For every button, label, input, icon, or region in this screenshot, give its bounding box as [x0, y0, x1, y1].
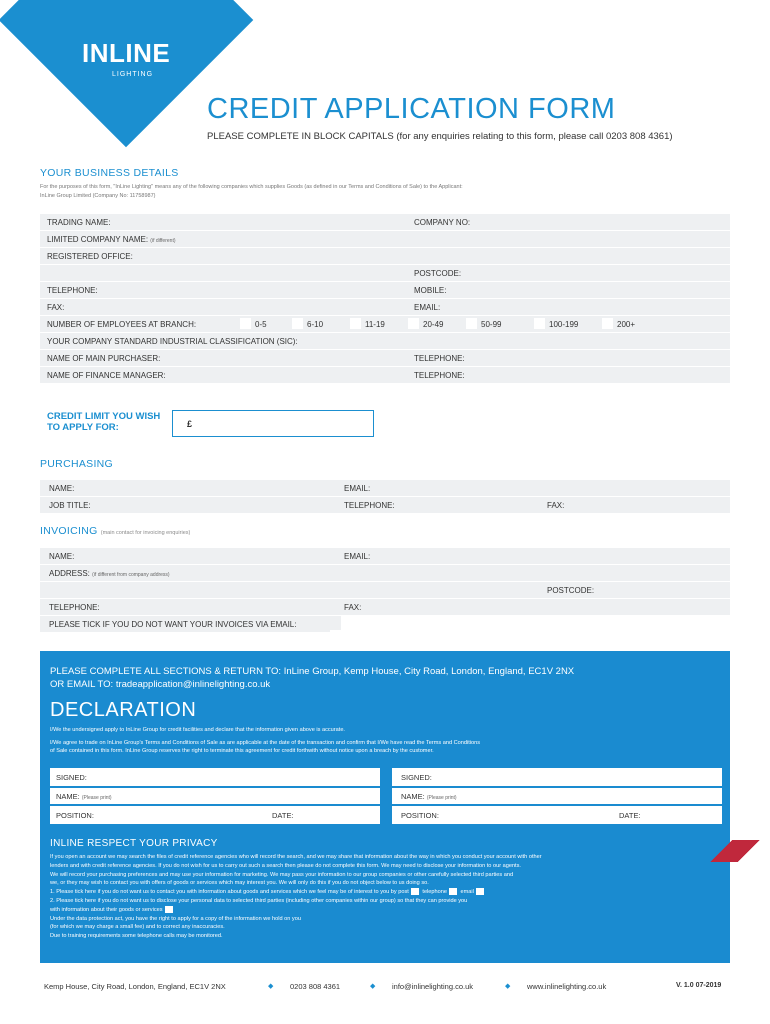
privacy-title: INLINE RESPECT YOUR PRIVACY	[50, 838, 218, 849]
invoicing-name-label: NAME:	[49, 552, 75, 561]
decorative-stripe	[700, 840, 770, 862]
privacy-line-5	[50, 888, 722, 897]
invoicing-heading-text: INVOICING	[40, 525, 98, 537]
footer-address: Kemp House, City Road, London, England, EC1V 2NX	[44, 982, 226, 991]
signed-label-1: SIGNED:	[56, 773, 87, 782]
privacy-email-text: email	[460, 889, 474, 896]
business-intro	[40, 183, 640, 201]
privacy-line-4: we, or they may wish to contact you with offers of goods or services which may interest you. We will only do this if you do not object below to us doing so.	[50, 880, 429, 887]
privacy-line-10: Due to training requirements some telephone calls may be monitored.	[50, 933, 223, 940]
invoicing-note: (main contact for invoicing enquiries)	[100, 530, 191, 536]
trading-name-label: TRADING NAME:	[47, 218, 111, 227]
page-subtitle: PLEASE COMPLETE IN BLOCK CAPITALS (for any enquiries relating to this form, please call 0203 808 4361)	[207, 131, 673, 142]
employees-checkbox-0-5[interactable]	[240, 318, 251, 329]
main-purchaser-label: NAME OF MAIN PURCHASER:	[47, 354, 161, 363]
finance-manager-row[interactable]	[40, 367, 730, 383]
position-label-1: POSITION:	[56, 811, 94, 820]
postcode-row[interactable]	[40, 265, 730, 281]
privacy-line-3: We will record your purchasing preferences and may use your information for marketing. We may pass your information to our group companies or other carefully selected third parties and	[50, 871, 514, 878]
privacy-line-9: (for which we may charge a small fee) and to correct any inaccuracies.	[50, 924, 225, 931]
purchasing-email-label: EMAIL:	[344, 484, 371, 493]
declaration-title: DECLARATION	[50, 699, 197, 721]
date-label-2: DATE:	[619, 811, 641, 820]
fax-row[interactable]	[40, 299, 730, 315]
purchasing-job-row[interactable]	[40, 497, 730, 513]
return-email: OR EMAIL TO: tradeapplication@inlinelighting.co.uk	[50, 679, 271, 690]
email-optout-checkbox[interactable]	[476, 888, 484, 895]
telephone-label: TELEPHONE:	[47, 286, 98, 295]
privacy-line-6: 2. Please tick here if you do not want us to disclose your personal data to selected third parties (including other companies within our group) so that they can provide you	[50, 897, 468, 904]
purchasing-name-row[interactable]	[40, 480, 730, 496]
invoicing-address-note: (if different from company address)	[92, 572, 170, 578]
registered-office-row[interactable]	[40, 248, 730, 264]
employees-option-0-5: 0-5	[255, 320, 267, 329]
invoicing-name-row[interactable]	[40, 548, 730, 564]
return-address: PLEASE COMPLETE ALL SECTIONS & RETURN TO: InLine Group, Kemp House, City Road, London, England, EC1V 2NX	[50, 666, 575, 677]
privacy-text	[50, 853, 722, 941]
postcode-label: POSTCODE:	[414, 269, 462, 278]
declaration-para-1: I/We the undersigned apply to InLine Group for credit facilities and declare that the information given above is accurate.	[50, 727, 345, 733]
no-email-invoice-checkbox[interactable]	[329, 616, 341, 630]
telephone-row[interactable]	[40, 282, 730, 298]
invoicing-telephone-row[interactable]	[40, 599, 730, 615]
declaration-panel	[40, 651, 730, 963]
credit-limit-input[interactable]	[172, 410, 374, 437]
footer-phone: 0203 808 4361	[290, 982, 341, 991]
privacy-line-1: If you open an account we may search the files of credit reference agencies who will record the search, and we may share that information about the way in which you conduct your account with other	[50, 854, 542, 860]
privacy-line-8: Under the data protection act, you have the right to apply for a copy of the information we hold on you	[50, 915, 301, 922]
logo: INLINE	[82, 38, 171, 68]
name-label-1-text: NAME:	[56, 792, 80, 801]
name-label-2-text: NAME:	[401, 792, 425, 801]
signed-field-2[interactable]	[392, 768, 722, 786]
page-title: CREDIT APPLICATION FORM	[207, 93, 616, 125]
footer-version: V. 1.0 07-2019	[676, 982, 722, 989]
invoicing-address-text: ADDRESS:	[49, 569, 90, 578]
signed-field-1[interactable]	[50, 768, 380, 786]
purchasing-name-label: NAME:	[49, 484, 75, 493]
intro-line-2: InLine Group Limited (Company No: 11758987)	[40, 193, 156, 199]
declaration-para-2-line-1: I/We agree to trade on InLine Group's Terms and Conditions of Sale as are applicable at the date of the transaction and confirm that I/We have read the Terms and Conditions	[50, 740, 481, 746]
name-label-2	[401, 792, 457, 801]
telephone-optout-checkbox[interactable]	[449, 888, 457, 895]
limited-company-text: LIMITED COMPANY NAME:	[47, 235, 149, 244]
employees-option-100-199: 100-199	[549, 320, 579, 329]
email-label: EMAIL:	[414, 303, 441, 312]
company-no-label: COMPANY NO:	[414, 218, 471, 227]
name-label-1	[56, 792, 112, 801]
signed-label-2: SIGNED:	[401, 773, 432, 782]
limited-company-row[interactable]	[40, 231, 730, 247]
registered-office-label: REGISTERED OFFICE:	[47, 252, 133, 261]
no-email-invoice-label: PLEASE TICK IF YOU DO NOT WANT YOUR INVOICES VIA EMAIL:	[49, 620, 297, 629]
footer-separator-icon: ◆	[370, 983, 376, 990]
invoicing-heading	[40, 525, 190, 537]
footer-separator-icon: ◆	[268, 983, 274, 990]
sic-label: YOUR COMPANY STANDARD INDUSTRIAL CLASSIFICATION (SIC):	[47, 337, 298, 346]
declaration-para-2	[50, 740, 650, 755]
invoicing-fax-label: FAX:	[344, 603, 362, 612]
position-field-2[interactable]	[392, 806, 722, 824]
purchasing-heading: PURCHASING	[40, 458, 114, 470]
invoicing-address-row[interactable]	[40, 565, 730, 581]
declaration-para-2-line-2: of Sale contained in this form. InLine Group reserves the right to terminate this agreement for credit forthwith without notice upon a breach by the customer.	[50, 747, 434, 754]
employees-option-50-99: 50-99	[481, 320, 502, 329]
employees-checkbox-11-19[interactable]	[350, 318, 361, 329]
currency-symbol: £	[187, 419, 193, 429]
employees-option-11-19: 11-19	[365, 320, 385, 329]
job-title-label: JOB TITLE:	[49, 501, 91, 510]
main-purchaser-row[interactable]	[40, 350, 730, 366]
employees-option-6-10: 6-10	[307, 320, 324, 329]
mobile-label: MOBILE:	[414, 286, 447, 295]
name-field-2[interactable]	[392, 788, 722, 804]
no-email-invoice-row	[40, 616, 330, 632]
purchaser-telephone-label: TELEPHONE:	[414, 354, 465, 363]
employees-checkbox-200-plus[interactable]	[602, 318, 613, 329]
position-label-2: POSITION:	[401, 811, 439, 820]
footer-separator-icon: ◆	[505, 983, 511, 990]
third-party-optout-checkbox[interactable]	[165, 906, 173, 913]
employees-checkbox-50-99[interactable]	[466, 318, 477, 329]
employees-row	[40, 316, 730, 332]
finance-manager-label: NAME OF FINANCE MANAGER:	[47, 371, 166, 380]
footer	[0, 982, 770, 994]
logo-tagline: LIGHTING	[112, 71, 154, 78]
if-different-note: (if different)	[150, 238, 176, 244]
employees-label: NUMBER OF EMPLOYEES AT BRANCH:	[47, 320, 197, 329]
please-print-2: (Please print)	[426, 795, 457, 801]
name-field-1[interactable]	[50, 788, 380, 804]
employees-checkbox-100-199[interactable]	[534, 318, 545, 329]
employees-option-20-49: 20-49	[423, 320, 444, 329]
footer-email[interactable]: info@inlinelighting.co.uk	[392, 982, 473, 991]
finance-telephone-label: TELEPHONE:	[414, 371, 465, 380]
employees-checkbox-6-10[interactable]	[292, 318, 303, 329]
purchasing-fax-label: FAX:	[547, 501, 565, 510]
privacy-line-2: lenders and with credit reference agencies. If you do not wish for us to carry out such a search then please do not complete this form. We may need to disclose your information to our agents.	[50, 862, 521, 869]
employees-option-200-plus: 200+	[617, 320, 636, 329]
please-print-1: (Please print)	[81, 795, 112, 801]
limited-company-label	[47, 235, 176, 244]
purchasing-telephone-label: TELEPHONE:	[344, 501, 395, 510]
invoicing-email-label: EMAIL:	[344, 552, 371, 561]
business-heading: YOUR BUSINESS DETAILS	[40, 167, 179, 179]
privacy-post-text: 1. Please tick here if you do not want us to contact you with information about goods and services which we feel may be of interest to you by post	[50, 889, 409, 896]
footer-website[interactable]: www.inlinelighting.co.uk	[527, 982, 607, 991]
invoicing-postcode-label: POSTCODE:	[547, 586, 595, 595]
invoicing-postcode-row[interactable]	[40, 582, 730, 598]
employees-checkbox-20-49[interactable]	[408, 318, 419, 329]
privacy-third-party-text: with information about their goods or services	[50, 906, 163, 913]
invoicing-telephone-label: TELEPHONE:	[49, 603, 100, 612]
credit-limit-label: CREDIT LIMIT YOU WISH TO APPLY FOR:	[47, 411, 161, 433]
position-field-1[interactable]	[50, 806, 380, 824]
date-label-1: DATE:	[272, 811, 294, 820]
privacy-line-7	[50, 906, 722, 915]
privacy-telephone-text: telephone	[422, 889, 447, 896]
post-optout-checkbox[interactable]	[411, 888, 419, 895]
trading-name-row[interactable]	[40, 214, 730, 230]
fax-label: FAX:	[47, 303, 65, 312]
intro-line-1: For the purposes of this form, "InLine Lighting" means any of the following companies which supplies Goods (as defined in our Terms and Conditions of Sale) to the Applicant:	[40, 184, 463, 190]
invoicing-address-label	[49, 569, 170, 578]
sic-row[interactable]	[40, 333, 730, 349]
